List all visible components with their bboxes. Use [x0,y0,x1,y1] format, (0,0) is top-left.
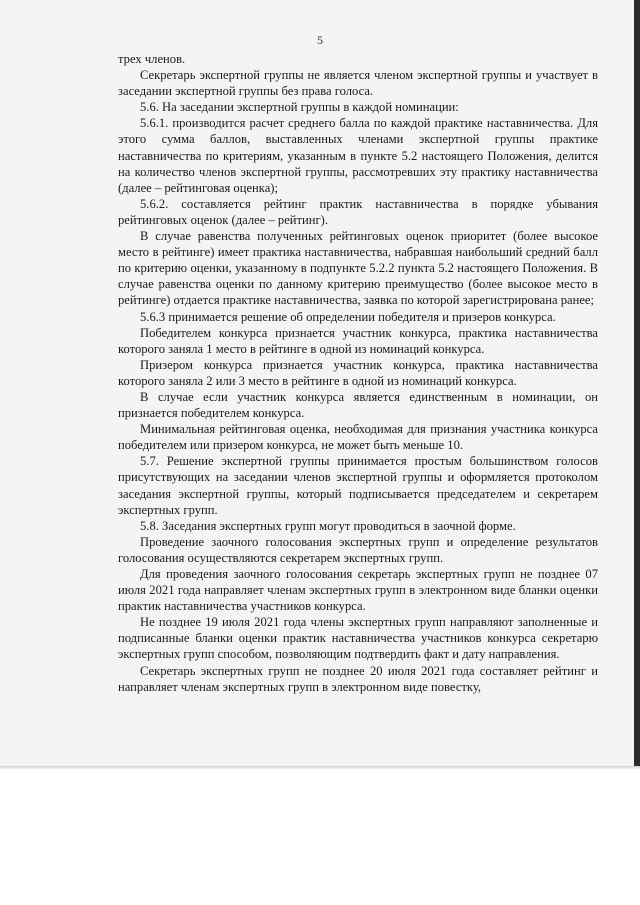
paragraph: Проведение заочного голосования экспертных групп и определение результатов голосования осуществляются секретарем экспертных групп. [118,534,598,565]
page-bottom-edge [0,766,640,770]
paragraph: Победителем конкурса признается участник конкурса, практика наставничества которого заняла 1 место в рейтинге в одной из номинаций конкурса. [118,325,598,356]
paragraph: Секретарь экспертной группы не является членом экспертной группы и участвует в заседании экспертной группы без права голоса. [118,68,598,99]
document-body [118,51,598,695]
paragraph: Минимальная рейтинговая оценка, необходимая для признания участника конкурса победителем или призером конкурса, не может быть меньше 10. [118,422,598,453]
paragraph: трех членов. [118,52,186,66]
paragraph: 5.6.2. составляется рейтинг практик наставничества в порядке убывания рейтинговых оценок (далее – рейтинг). [118,196,598,227]
paragraph: Для проведения заочного голосования секретарь экспертных групп не позднее 07 июля 2021 года направляет членам экспертных групп в электронном виде бланки оценки практик наставничества участников конкурса. [118,567,598,614]
paragraph: 5.6.1. производится расчет среднего балла по каждой практике наставничества. Для этого сумма баллов, выставленных членами экспертной группы практике наставничества по критериям, указанным в пункте 5.2 настоящего Положения, делится на количество членов экспертной группы, рассмотревших эту практику наставничества (далее – рейтинговая оценка); [118,116,598,195]
paragraph: Призером конкурса признается участник конкурса, практика наставничества которого заняла 2 или 3 место в рейтинге в одной из номинаций конкурса. [118,357,598,388]
paragraph: Не позднее 19 июля 2021 года члены экспертных групп направляют заполненные и подписанные бланки оценки практик наставничества участников конкурса секретарю экспертных групп способом, позволяющим подтвердить факт и дату направления. [118,615,598,662]
paragraph: 5.6. На заседании экспертной группы в каждой номинации: [140,100,459,115]
paragraph: 5.8. Заседания экспертных групп могут проводиться в заочной форме. [140,518,516,533]
page-number: 5 [317,33,323,47]
paragraph: В случае равенства полученных рейтинговых оценок приоритет (более высокое место в рейтинге) имеет практика наставничества, набравшая наибольший средний балл по критерию оценки, указанному в подпункте 5.2.2 пункта 5.2 настоящего Положения. В случае равенства оценки по данному критерию преимущество (более высокое место в рейтинге) отдается практике наставничества, заявка по которой зарегистрирована ранее; [118,229,598,308]
paragraph: В случае если участник конкурса является единственным в номинации, он признается победителем конкурса. [118,389,598,421]
paragraph: Секретарь экспертных групп не позднее 20 июля 2021 года составляет рейтинг и направляет членам экспертных групп в электронном виде повестку, [118,663,598,694]
paragraph: 5.7. Решение экспертной группы принимается простым большинством голосов присутствующих на заседании членов экспертной группы и оформляется протоколом заседания экспертной группы, который подписывается председателем и секретарем экспертных групп. [118,454,598,517]
paragraph: 5.6.3 принимается решение об определении победителя и призеров конкурса. [140,309,556,324]
